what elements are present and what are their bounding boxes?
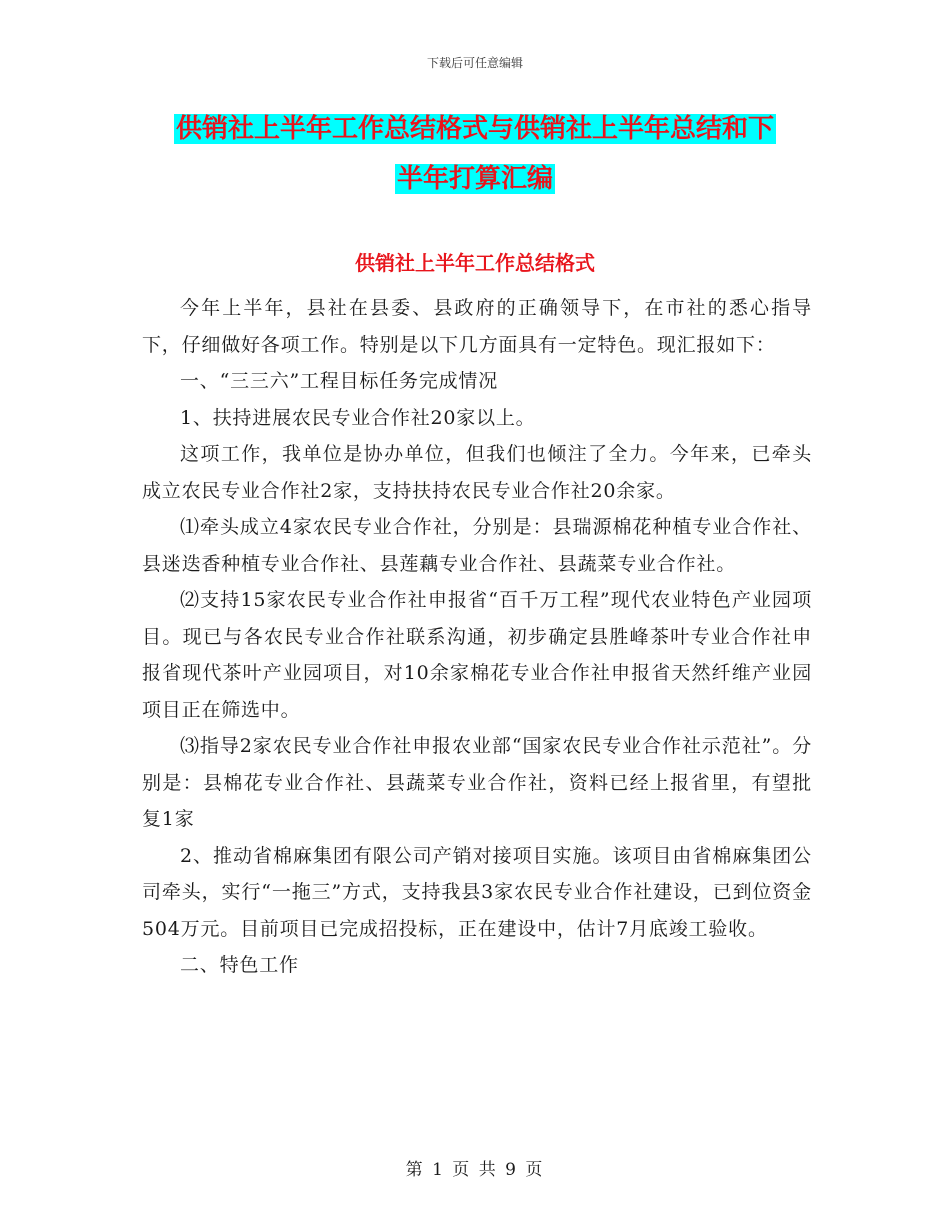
section-title: 供销社上半年工作总结格式 [355,251,595,275]
paragraph-subitem-1: ⑴牵头成立4家农民专业合作社，分别是：县瑞源棉花种植专业合作社、县迷迭香种植专业合作社、县莲藕专业合作社、县蔬菜专业合作社。 [142,516,812,575]
document-title [0,104,950,204]
paragraph-heading-2: 二、特色工作 [180,954,299,976]
paragraph-subitem-3: ⑶指导2家农民专业合作社申报农业部“国家农民专业合作社示范社”。分别是：县棉花专业合作社、县蔬菜专业合作社，资料已经上报省里，有望批复1家 [142,735,812,830]
paragraph-heading-1: 一、“三三六”工程目标任务完成情况 [180,370,499,392]
title-line-2: 半年打算汇编 [396,164,553,194]
paragraph-item-2: 2、推动省棉麻集团有限公司产销对接项目实施。该项目由省棉麻集团公司牵头，实行“一拖三”方式，支持我县3家农民专业合作社建设，已到位资金504万元。目前项目已完成招投标，正在建设中，估计7月底竣工验收。 [142,844,812,940]
paragraph-intro: 今年上半年，县社在县委、县政府的正确领导下，在市社的悉心指导下，仔细做好各项工作。特别是以下几方面具有一定特色。现汇报如下： [142,297,812,356]
header-note: 下载后可任意编辑 [426,56,523,70]
paragraph-subitem-2: ⑵支持15家农民专业合作社申报省“百千万工程”现代农业特色产业园项目。现已与各农民专业合作社联系沟通，初步确定县胜峰茶叶专业合作社申报省现代茶叶产业园项目，对10余家棉花专业合作社申报省天然纤维产业园项目正在筛选中。 [142,589,812,721]
document-body [142,290,812,984]
paragraph: 这项工作，我单位是协办单位，但我们也倾注了全力。今年来，已牵头成立农民专业合作社2家，支持扶持农民专业合作社20余家。 [142,443,812,502]
page-number: 第 1 页 共 9 页 [405,1160,545,1180]
title-line-1: 供销社上半年工作总结格式与供销社上半年总结和下 [175,114,774,144]
paragraph-item-1: 1、扶持进展农民专业合作社20家以上。 [180,406,536,429]
